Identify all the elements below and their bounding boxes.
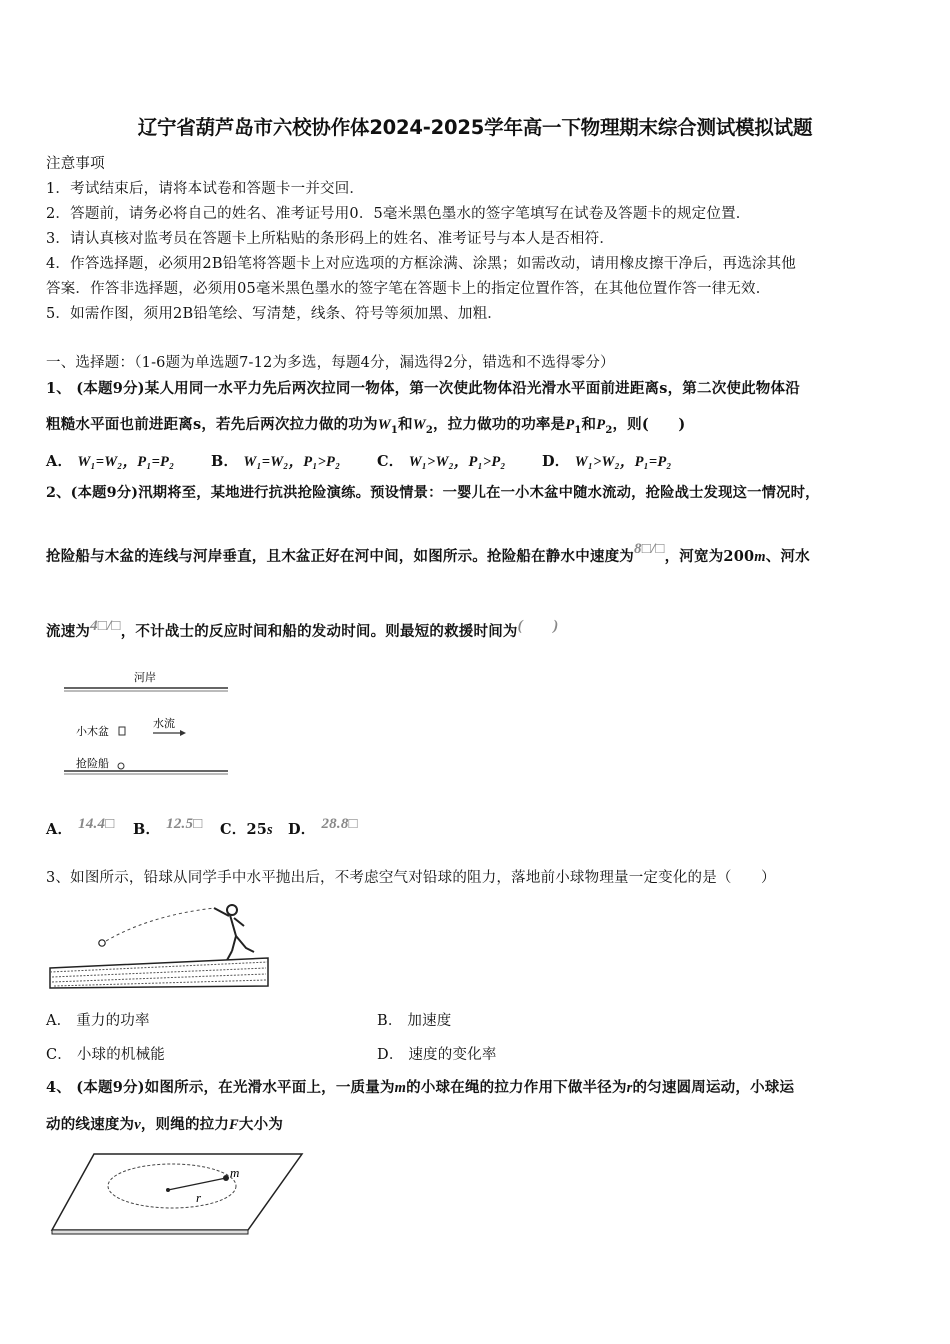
q1-line1: 1、 (本题9分)某人用同一水平力先后两次拉同一物体，第一次使此物体沿光滑水平面前进距离s，第二次使此物体沿 — [46, 380, 800, 397]
q2-line3: 流速为4□/□，不计战士的反应时间和船的发动时间。则最短的救援时间为( ) — [46, 618, 559, 640]
q2-line2: 抢险船与木盆的连线与河岸垂直，且木盆正好在河中间，如图所示。抢险船在静水中速度为8□/□，河宽为200m、河水 — [46, 541, 810, 565]
notice-item: 5．如需作图，须用2B铅笔绘、写清楚，线条、符号等须加黑、加粗． — [46, 306, 503, 322]
notice-item: 答案．作答非选择题，必须用05毫米黑色墨水的签字笔在答题卡上的指定位置作答，在其他位置作答一律无效． — [46, 281, 771, 297]
q4-line2: 动的线速度为v，则绳的拉力F大小为 — [46, 1116, 284, 1133]
label-basin: 小木盆 — [76, 725, 109, 738]
notice-heading: 注意事项 — [46, 156, 105, 172]
notice-item: 3．请认真核对监考员在答题卡上所粘贴的条形码上的姓名、准考证号与本人是否相符． — [46, 231, 615, 247]
q2-option-d: D． 28.8□ — [288, 816, 358, 838]
shot-ball — [99, 940, 105, 946]
circular-motion-diagram — [48, 1150, 308, 1235]
section-heading: 一、选择题：（1-6题为单选题7-12为多选，每题4分，漏选得2分，错选和不选得零分） — [46, 355, 615, 371]
q1-option-c: C． W₁>W₂，P₁>P₂ — [377, 453, 506, 470]
q1-option-b: B． W₁=W₂，P₁>P₂ — [211, 453, 341, 470]
q2-line1: 2、(本题9分)汛期将至，某地进行抗洪抢险演练。预设情景：一婴儿在一小木盆中随水流动，抢险战士发现这一情况时， — [46, 485, 820, 501]
page-title: 辽宁省葫芦岛市六校协作体2024-2025学年高一下物理期末综合测试模拟试题 — [137, 116, 813, 139]
river-diagram — [60, 665, 235, 780]
flow-arrowhead — [180, 730, 186, 736]
label-flow: 水流 — [153, 717, 175, 730]
label-m: m — [230, 1165, 240, 1180]
q3-option-b: B． 加速度 — [377, 1013, 452, 1029]
boat-shape — [118, 763, 124, 769]
notice-item: 2．答题前，请务必将自己的姓名、准考证号用0．5毫米黑色墨水的签字笔填写在试卷及答题卡的规定位置． — [46, 206, 751, 222]
ball-mass — [223, 1175, 229, 1181]
label-bank: 河岸 — [134, 671, 156, 684]
q2-option-b: B． 12.5□ — [133, 816, 203, 838]
q3-option-d: D． 速度的变化率 — [377, 1047, 497, 1063]
q1-option-a: A． W₁=W₂，P₁=P₂ — [46, 453, 175, 470]
basin-shape — [119, 727, 125, 735]
label-r: r — [196, 1190, 202, 1205]
q2-option-c: C．25s — [220, 821, 273, 838]
q4-line1: 4、 (本题9分)如图所示，在光滑水平面上，一质量为m的小球在绳的拉力作用下做半径为r的匀速圆周运动，小球运 — [46, 1079, 795, 1096]
q1-option-d: D． W₁>W₂，P₁=P₂ — [542, 453, 672, 470]
q3-line1: 3、如图所示，铅球从同学手中水平抛出后，不考虑空气对铅球的阻力，落地前小球物理量一定变化的是（ ） — [46, 870, 776, 886]
q2-option-a: A． 14.4□ — [46, 816, 115, 838]
trajectory-path — [101, 908, 214, 944]
notice-item: 4．作答选择题，必须用2B铅笔将答题卡上对应选项的方框涂满、涂黑；如需改动，请用橡皮擦干净后，再选涂其他 — [46, 256, 797, 272]
shot-put-diagram — [46, 896, 271, 991]
plane-surface — [52, 1154, 302, 1230]
q1-line2: 粗糙水平面也前进距离s，若先后两次拉力做的功为$W_1$和$W_2$，拉力做功的功率是$P_1$和$P_2$，则( ) — [46, 416, 686, 436]
q3-option-a: A． 重力的功率 — [46, 1013, 150, 1029]
athlete-figure — [214, 905, 254, 962]
q3-option-c: C． 小球的机械能 — [46, 1047, 166, 1063]
label-boat: 抢险船 — [76, 757, 109, 770]
notice-item: 1．考试结束后，请将本试卷和答题卡一并交回． — [46, 181, 365, 197]
